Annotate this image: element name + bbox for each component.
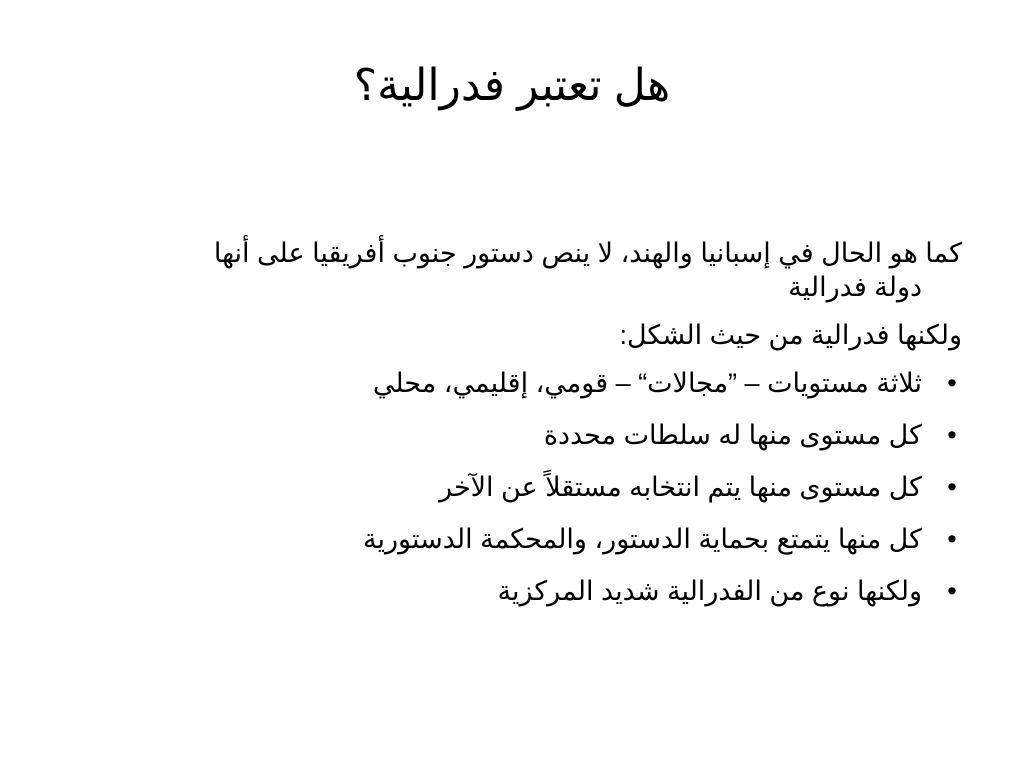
bullet-icon: • xyxy=(947,576,957,606)
bullet-text: ثلاثة مستويات – ”مجالات“ – قومي، إقليمي، محلي xyxy=(372,368,922,398)
slide-content xyxy=(102,236,962,626)
bullet-icon: • xyxy=(947,524,957,554)
list-item xyxy=(102,574,962,608)
form-paragraph xyxy=(102,318,962,352)
form-line: ولكنها فدرالية من حيث الشكل: xyxy=(619,320,962,350)
intro-line-2: دولة فدرالية xyxy=(788,272,922,302)
bullet-icon: • xyxy=(947,420,957,450)
intro-line-1: كما هو الحال في إسبانيا والهند، لا ينص دستور جنوب أفريقيا على أنها xyxy=(213,238,962,268)
list-item xyxy=(102,522,962,556)
list-item xyxy=(102,418,962,452)
list-item xyxy=(102,470,962,504)
bullet-icon: • xyxy=(947,472,957,502)
intro-paragraph xyxy=(102,236,962,304)
slide-title: هل تعتبر فدرالية؟ xyxy=(353,61,671,110)
list-item xyxy=(102,366,962,400)
bullet-text: كل منها يتمتع بحماية الدستور، والمحكمة الدستورية xyxy=(363,524,922,554)
bullet-text: ولكنها نوع من الفدرالية شديد المركزية xyxy=(497,576,922,606)
bullet-text: كل مستوى منها يتم انتخابه مستقلاً عن الآخر xyxy=(439,472,922,502)
bullet-icon: • xyxy=(947,368,957,398)
bullet-text: كل مستوى منها له سلطات محددة xyxy=(543,420,922,450)
bullet-list xyxy=(102,366,962,608)
